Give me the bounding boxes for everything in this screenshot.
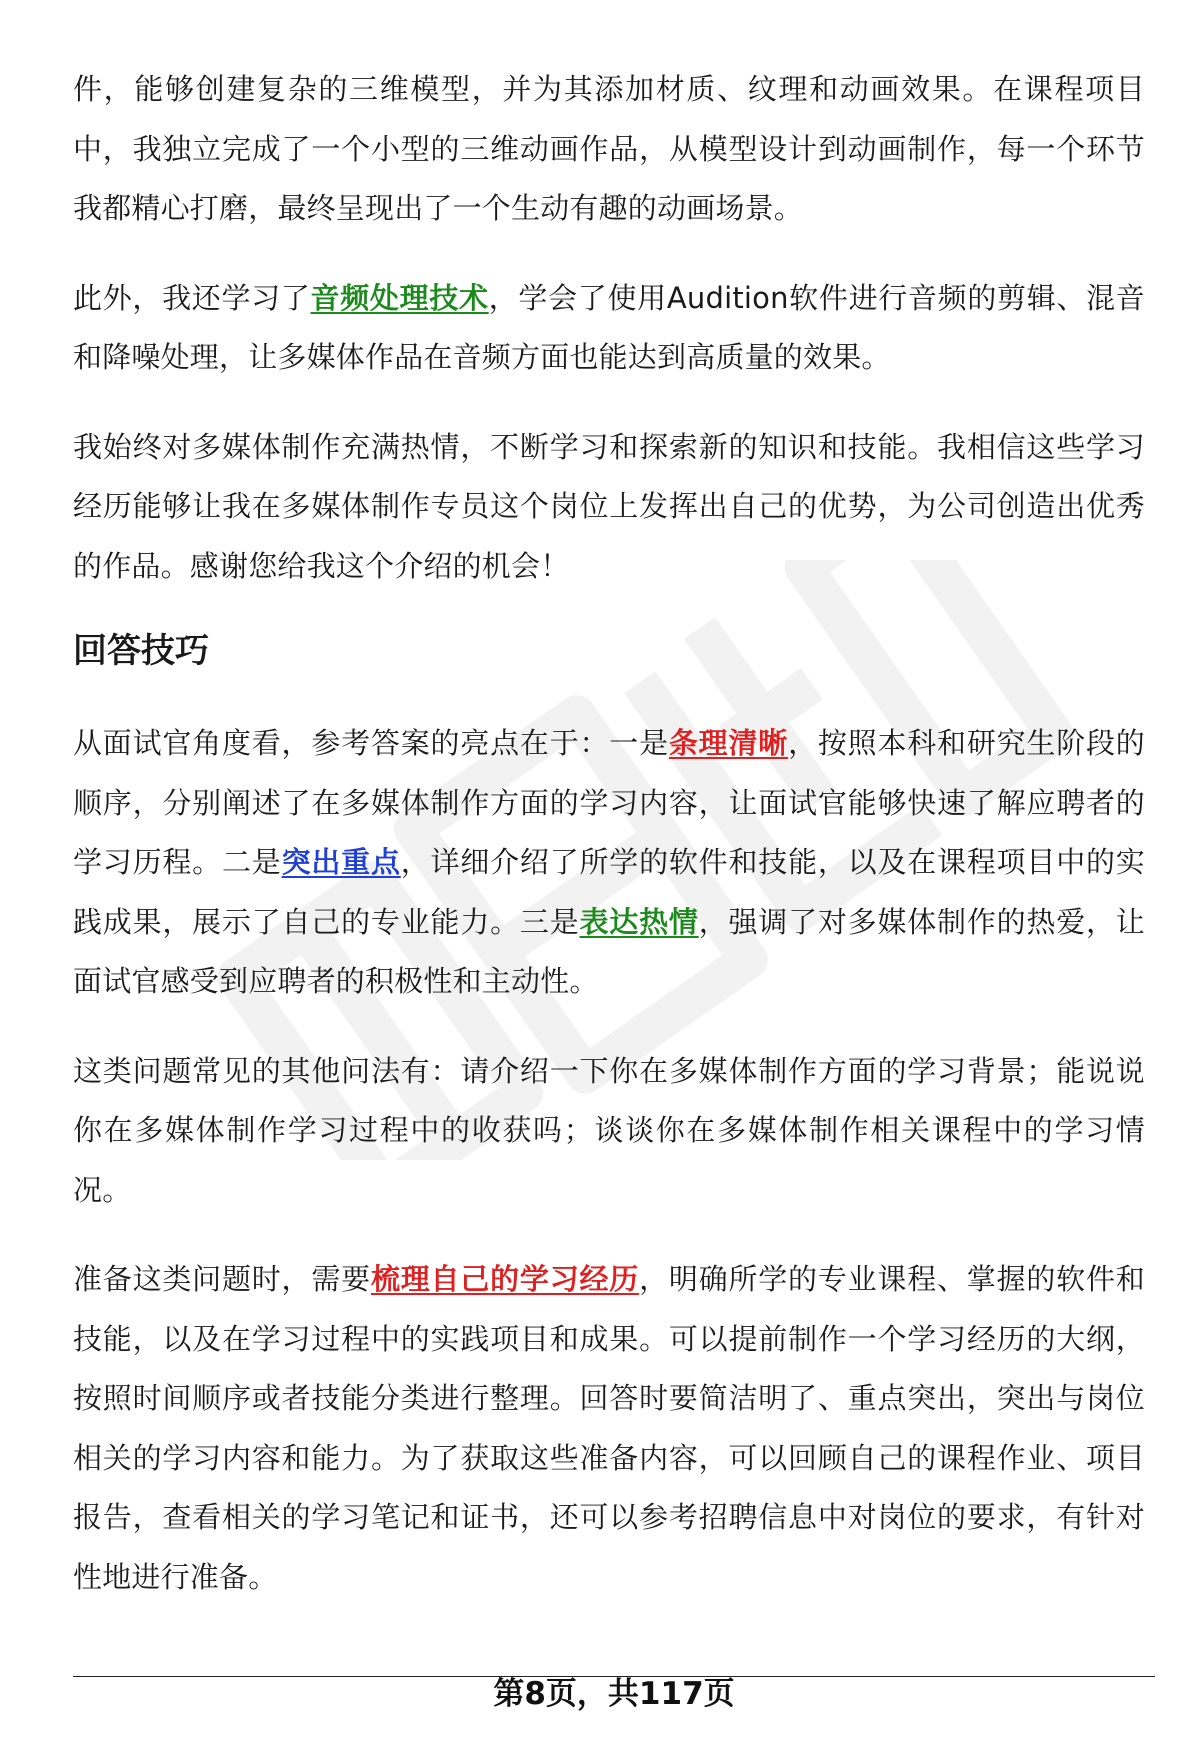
highlight-clear-structure: 条理清晰 — [668, 726, 789, 760]
paragraph-text: ，按照本科和研究生阶段的顺序，分别阐述了在多媒体制作方面的学习内容，让面试官能够快速了解应聘者的学习历程。二是 — [73, 726, 1145, 879]
paragraph-text: 这类问题常见的其他问法有：请介绍一下你在多媒体制作方面的学习背景；能说说你在多媒体制作学习过程中的收获吗；谈谈你在多媒体制作相关课程中的学习情况。 — [73, 1053, 1145, 1207]
paragraph-text: ，学会了使用Audition软件进行音频的剪辑、混音和降噪处理，让多媒体作品在音频方面也能达到高质量的效果。 — [73, 280, 1145, 374]
paragraph-text: 准备这类问题时，需要 — [73, 1262, 371, 1296]
paragraph-text: 从面试官角度看，参考答案的亮点在于：一是 — [73, 726, 669, 760]
paragraph-text: 我始终对多媒体制作充满热情，不断学习和探索新的知识和技能。我相信这些学习经历能够让我在多媒体制作专员这个岗位上发挥出自己的优势，为公司创造出优秀的作品。感谢您给我这个介绍的机会！ — [73, 429, 1145, 583]
paragraph-audio — [73, 269, 1145, 388]
highlight-key-points: 突出重点 — [281, 845, 401, 879]
paragraph-preparation — [73, 1250, 1145, 1607]
paragraph-passion — [73, 418, 1145, 597]
paragraph-text: ，明确所学的专业课程、掌握的软件和技能，以及在学习过程中的实践项目和成果。可以提前制作一个学习经历的大纲，按照时间顺序或者技能分类进行整理。回答时要简洁明了、重点突出，突出与岗位相关的学习内容和能力。为了获取这些准备内容，可以回顾自己的课程作业、项目报告，查看相关的学习笔记和证书，还可以参考招聘信息中对岗位的要求，有针对性地进行准备。 — [73, 1262, 1145, 1594]
paragraph-text: 此外，我还学习了 — [73, 280, 311, 315]
highlight-learning-history: 梳理自己的学习经历 — [370, 1262, 640, 1296]
highlight-audio-tech: 音频处理技术 — [310, 280, 489, 315]
paragraph-tips-highlights — [73, 714, 1145, 1012]
paragraph-3d-modeling — [73, 60, 1145, 239]
document-body — [73, 60, 1145, 1637]
section-heading: 回答技巧 — [73, 631, 209, 671]
paragraph-alt-questions — [73, 1042, 1145, 1221]
paragraph-text: ，详细介绍了所学的软件和技能，以及在课程项目中的实践成果，展示了自己的专业能力。三是 — [73, 845, 1145, 939]
paragraph-text: ，强调了对多媒体制作的热爱，让面试官感受到应聘者的积极性和主动性。 — [73, 904, 1145, 998]
paragraph-text: 件，能够创建复杂的三维模型，并为其添加材质、纹理和动画效果。在课程项目中，我独立完成了一个小型的三维动画作品，从模型设计到动画制作，每一个环节我都精心打磨，最终呈现出了一个生动有趣的动画场景。 — [73, 72, 1145, 225]
page-number: 第8页，共117页 — [493, 1676, 735, 1712]
highlight-enthusiasm: 表达热情 — [579, 904, 699, 939]
